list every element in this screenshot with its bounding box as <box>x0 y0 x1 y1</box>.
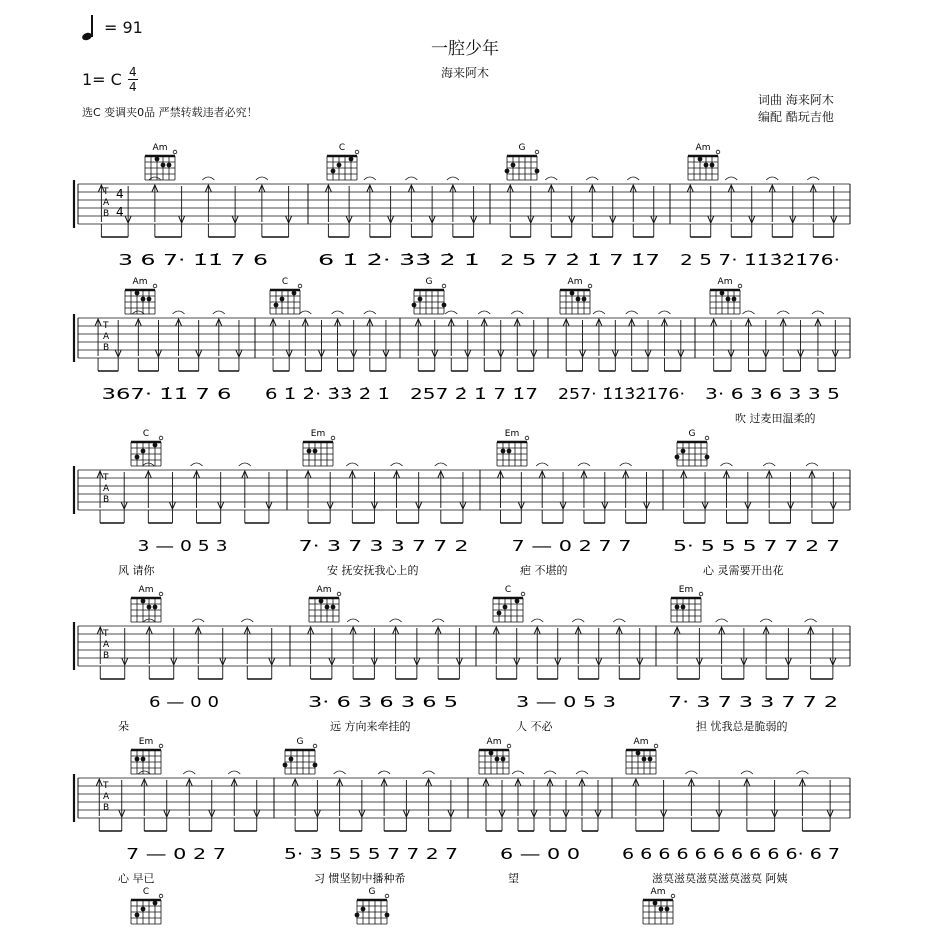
tab-system-4 <box>74 585 850 733</box>
tie-arc <box>364 311 376 314</box>
jianpu-measure: 3 — 0 5 3 <box>516 693 616 711</box>
tie-arc <box>777 311 789 314</box>
song-title: 一腔少年 <box>431 39 499 59</box>
tab-letter: A <box>103 640 110 650</box>
jianpu-measure: 367· 1̇1̇ 7 6 <box>101 385 232 403</box>
finger-dot <box>319 599 324 604</box>
tab-letter: A <box>103 198 110 208</box>
finger-dot <box>720 291 725 296</box>
chord-name: G <box>296 737 304 747</box>
tie-arc <box>627 177 639 180</box>
chord-diagram-c <box>270 277 302 314</box>
chord-name: C <box>142 429 150 439</box>
jianpu-measure: 6 — 0 0 <box>149 693 219 711</box>
tie-arc <box>364 177 376 180</box>
chord-name: G <box>518 143 526 153</box>
jianpu-measure: 6 — 0 0 <box>500 845 580 863</box>
lyric-line: 望 <box>508 872 519 885</box>
tie-arc <box>447 177 459 180</box>
tie-arc <box>191 463 203 466</box>
tie-arc <box>685 771 697 774</box>
chord-name: Am <box>633 737 649 747</box>
chord-diagram-am <box>560 277 592 314</box>
tie-arc <box>760 619 772 622</box>
tab-letter: T <box>103 629 109 639</box>
finger-dot <box>442 303 447 308</box>
tab-letter: B <box>103 495 110 505</box>
finger-dot <box>141 907 146 912</box>
finger-dot <box>155 157 160 162</box>
finger-dot <box>648 757 653 762</box>
chord-name: G <box>368 887 376 897</box>
chord-diagram-c <box>493 585 525 622</box>
tab-system-3 <box>74 429 850 577</box>
credit-arrange: 编配 酷玩吉他 <box>758 110 834 124</box>
tab-letter: B <box>103 343 110 353</box>
chord-name: G <box>425 277 433 287</box>
lyric-line: 担 忧我总是脆弱的 <box>696 720 788 733</box>
tie-arc <box>228 771 240 774</box>
lyric-line: 朵 <box>118 720 129 733</box>
chord-diagram-am <box>479 737 511 774</box>
tie-arc <box>213 311 225 314</box>
finger-dot <box>313 763 318 768</box>
finger-dot <box>325 605 330 610</box>
finger-dot <box>167 163 172 168</box>
tie-arc <box>478 311 490 314</box>
jianpu-measure: 3· 6 3 6 3 6 5 <box>308 693 458 711</box>
finger-dot <box>489 751 494 756</box>
tie-arc <box>332 311 344 314</box>
time-top: 4 <box>129 65 137 79</box>
tie-arc <box>742 311 754 314</box>
tie-arc <box>512 771 524 774</box>
chord-name: C <box>142 887 150 897</box>
finger-dot <box>636 751 641 756</box>
chord-name: Em <box>678 585 694 595</box>
tie-arc <box>626 311 638 314</box>
jianpu-measure: 257· 1̇1̇3̇2̇1̇76· <box>558 385 685 403</box>
chord-diagram-g <box>505 143 540 180</box>
finger-dot <box>642 757 647 762</box>
finger-dot <box>732 297 737 302</box>
tie-arc <box>576 771 588 774</box>
chord-diagram-am <box>710 277 742 314</box>
tie-arc <box>390 619 402 622</box>
chord-diagram-am <box>309 585 341 622</box>
time-bottom: 4 <box>129 80 137 94</box>
capo-note: 选C 变调夹0品 严禁转载违者必究！ <box>82 106 258 119</box>
finger-dot <box>313 449 318 454</box>
lyric-line: 吹 过麦田温柔的 <box>735 412 816 425</box>
finger-dot <box>511 163 516 168</box>
finger-dot <box>497 611 502 616</box>
tie-arc <box>716 619 728 622</box>
finger-dot <box>135 757 140 762</box>
tab-letter: B <box>103 209 110 219</box>
tie-arc <box>256 177 268 180</box>
chord-name: Am <box>132 277 148 287</box>
tie-arc <box>346 463 358 466</box>
chord-diagram-am <box>626 737 658 774</box>
chord-name: Am <box>567 277 583 287</box>
tie-arc <box>544 771 556 774</box>
jianpu-measure: 3 — 0 5 3 <box>137 537 228 555</box>
finger-dot <box>675 455 680 460</box>
tie-arc <box>725 177 737 180</box>
finger-dot <box>147 605 152 610</box>
tab-system-5 <box>74 737 850 885</box>
lyric-line: 疤 不堪的 <box>520 564 568 577</box>
finger-dot <box>337 163 342 168</box>
finger-dot <box>535 169 540 174</box>
jianpu-measure: 2 5 7· 1̇1̇3̇2̇1̇76· <box>680 251 840 269</box>
finger-dot <box>355 913 360 918</box>
tie-arc <box>766 177 778 180</box>
chord-diagram-g <box>355 887 390 924</box>
chord-name: G <box>688 429 696 439</box>
finger-dot <box>704 163 709 168</box>
chord-diagram-am <box>125 277 157 314</box>
finger-dot <box>274 303 279 308</box>
chord-diagram-g <box>283 737 318 774</box>
chord-diagram-em <box>131 737 163 774</box>
tempo-value: = 91 <box>104 17 143 37</box>
tie-arc <box>807 177 819 180</box>
chord-name: Am <box>138 585 154 595</box>
finger-dot <box>153 605 158 610</box>
chord-name: Em <box>504 429 520 439</box>
chord-name: Am <box>650 887 666 897</box>
jianpu-measure: 6 1̇ 2̇· 3̇3̇ 2̇ 1̇ <box>265 385 390 403</box>
chord-diagram-g <box>675 429 710 466</box>
chord-name: Em <box>310 429 326 439</box>
jianpu-measure: 3 6 7· 1̇1̇ 7 6 <box>118 251 268 269</box>
tie-arc <box>347 619 359 622</box>
finger-dot <box>331 169 336 174</box>
finger-dot <box>307 449 312 454</box>
tie-arc <box>536 463 548 466</box>
finger-dot <box>505 169 510 174</box>
tab-letter: T <box>103 187 109 197</box>
finger-dot <box>705 455 710 460</box>
finger-dot <box>412 303 417 308</box>
chord-name: Am <box>717 277 733 287</box>
finger-dot <box>495 757 500 762</box>
tie-arc <box>138 771 150 774</box>
finger-dot <box>501 449 506 454</box>
tie-arc <box>613 619 625 622</box>
finger-dot <box>665 907 670 912</box>
tie-arc <box>763 463 775 466</box>
tie-arc <box>192 619 204 622</box>
tab-letter: T <box>103 321 109 331</box>
chord-diagram-g <box>412 277 447 314</box>
tie-arc <box>620 463 632 466</box>
tie-arc <box>241 619 253 622</box>
finger-dot <box>659 907 664 912</box>
finger-dot <box>280 297 285 302</box>
chord-diagram-c <box>327 143 359 180</box>
finger-dot <box>135 455 140 460</box>
tie-arc <box>173 311 185 314</box>
tie-arc <box>202 177 214 180</box>
jianpu-measure: 7 — 0 2 7 <box>126 845 226 863</box>
chord-name: C <box>504 585 512 595</box>
key-value: 1= C <box>82 70 122 89</box>
tab-system-1 <box>74 143 850 269</box>
finger-dot <box>570 291 575 296</box>
finger-dot <box>698 157 703 162</box>
tie-arc <box>432 619 444 622</box>
finger-dot <box>501 757 506 762</box>
finger-dot <box>515 599 520 604</box>
tie-arc <box>586 177 598 180</box>
chord-name: C <box>338 143 346 153</box>
tab-time-signature: 4 <box>116 187 124 201</box>
finger-dot <box>418 297 423 302</box>
finger-dot <box>141 297 146 302</box>
finger-dot <box>681 605 686 610</box>
lyric-line: 人 不必 <box>516 720 553 733</box>
tie-arc <box>796 771 808 774</box>
tie-arc <box>391 463 403 466</box>
tab-letter: T <box>103 781 109 791</box>
tie-arc <box>545 177 557 180</box>
lyric-line: 心 灵需要开出花 <box>703 564 784 577</box>
jianpu-measure: 6 1̇ 2̇· 3̇3̇ 2̇ 1̇ <box>318 251 480 269</box>
jianpu-measure: 7 — 0 2 7 7 <box>511 537 632 555</box>
lyric-line: 心 早已 <box>118 872 155 885</box>
jianpu-measure: 5· 5 5 5 7 7 2 7 <box>673 537 840 555</box>
finger-dot <box>582 297 587 302</box>
tie-arc <box>531 619 543 622</box>
tie-arc <box>435 463 447 466</box>
finger-dot <box>681 449 686 454</box>
finger-dot <box>507 449 512 454</box>
tie-arc <box>511 311 523 314</box>
tie-arc <box>572 619 584 622</box>
finger-dot <box>710 163 715 168</box>
tab-letter: A <box>103 484 110 494</box>
tab-letter: B <box>103 803 110 813</box>
tie-arc <box>805 619 817 622</box>
lyric-line: 习 惯坚韧中播种希 <box>314 872 406 885</box>
finger-dot <box>135 291 140 296</box>
chord-name: Am <box>152 143 168 153</box>
chord-diagram-em <box>671 585 703 622</box>
jianpu-measure: 3· 6 3 6 3 3 5 <box>705 385 840 403</box>
finger-dot <box>385 913 390 918</box>
jianpu-measure: 2 5 7 2̇ 1̇ 7 1̇7 <box>500 251 660 269</box>
chord-diagram-am <box>131 585 163 622</box>
chord-name: Am <box>695 143 711 153</box>
lyric-line: 风 请你 <box>118 564 155 577</box>
tab-letter: B <box>103 651 110 661</box>
finger-dot <box>141 599 146 604</box>
chord-diagram-am <box>688 143 720 180</box>
chord-diagram-am <box>643 887 675 924</box>
finger-dot <box>653 901 658 906</box>
tie-arc <box>183 771 195 774</box>
jianpu-measure: 257 2̇ 1̇ 7 1̇7 <box>410 385 538 403</box>
tie-arc <box>334 771 346 774</box>
lyric-line: 远 方向来牵挂的 <box>330 720 411 733</box>
finger-dot <box>503 605 508 610</box>
tab-letter: A <box>103 792 110 802</box>
song-artist: 海来阿木 <box>440 66 489 80</box>
tie-arc <box>812 311 824 314</box>
lyric-line: 安 抚安抚我心上的 <box>327 564 419 577</box>
finger-dot <box>675 605 680 610</box>
finger-dot <box>576 297 581 302</box>
tab-letter: T <box>103 473 109 483</box>
chord-diagram-em <box>497 429 529 466</box>
chord-name: Am <box>486 737 502 747</box>
chord-diagram-am <box>145 143 177 180</box>
finger-dot <box>153 901 158 906</box>
tab-time-signature: 4 <box>116 205 124 219</box>
tie-arc <box>239 463 251 466</box>
finger-dot <box>292 291 297 296</box>
finger-dot <box>289 757 294 762</box>
chord-diagram-em <box>303 429 335 466</box>
tie-arc <box>132 311 144 314</box>
finger-dot <box>141 449 146 454</box>
finger-dot <box>147 297 152 302</box>
chord-name: Em <box>138 737 154 747</box>
finger-dot <box>283 763 288 768</box>
jianpu-measure: 6 6 6 6 6 6 6 6 6 6· 6 7 <box>622 845 840 863</box>
tie-arc <box>299 311 311 314</box>
tab-system-2 <box>74 277 850 425</box>
tie-arc <box>405 177 417 180</box>
tie-arc <box>378 771 390 774</box>
lyric-line: 滋莫滋莫滋莫滋莫滋莫 阿姨 <box>652 872 788 885</box>
jianpu-measure: 5· 3 5 5 5 7 7 2 7 <box>284 845 458 863</box>
tie-arc <box>741 771 753 774</box>
tie-arc <box>720 463 732 466</box>
tie-arc <box>658 311 670 314</box>
credit-lyrics: 词曲 海来阿木 <box>758 93 834 107</box>
finger-dot <box>361 907 366 912</box>
finger-dot <box>161 163 166 168</box>
finger-dot <box>349 157 354 162</box>
tie-arc <box>806 463 818 466</box>
tie-arc <box>593 311 605 314</box>
jianpu-measure: 7· 3 7 3 3 7 7 2 <box>668 693 838 711</box>
chord-name: C <box>281 277 289 287</box>
tie-arc <box>445 311 457 314</box>
finger-dot <box>135 913 140 918</box>
chord-name: Am <box>316 585 332 595</box>
finger-dot <box>141 757 146 762</box>
tie-arc <box>578 463 590 466</box>
jianpu-measure: 7· 3 7 3 3 7 7 2 <box>298 537 469 555</box>
finger-dot <box>153 443 158 448</box>
finger-dot <box>331 605 336 610</box>
finger-dot <box>726 297 731 302</box>
tie-arc <box>423 771 435 774</box>
chord-diagram-c <box>131 429 163 466</box>
chord-diagram-c <box>131 887 163 924</box>
tab-letter: A <box>103 332 110 342</box>
tie-arc <box>142 463 154 466</box>
